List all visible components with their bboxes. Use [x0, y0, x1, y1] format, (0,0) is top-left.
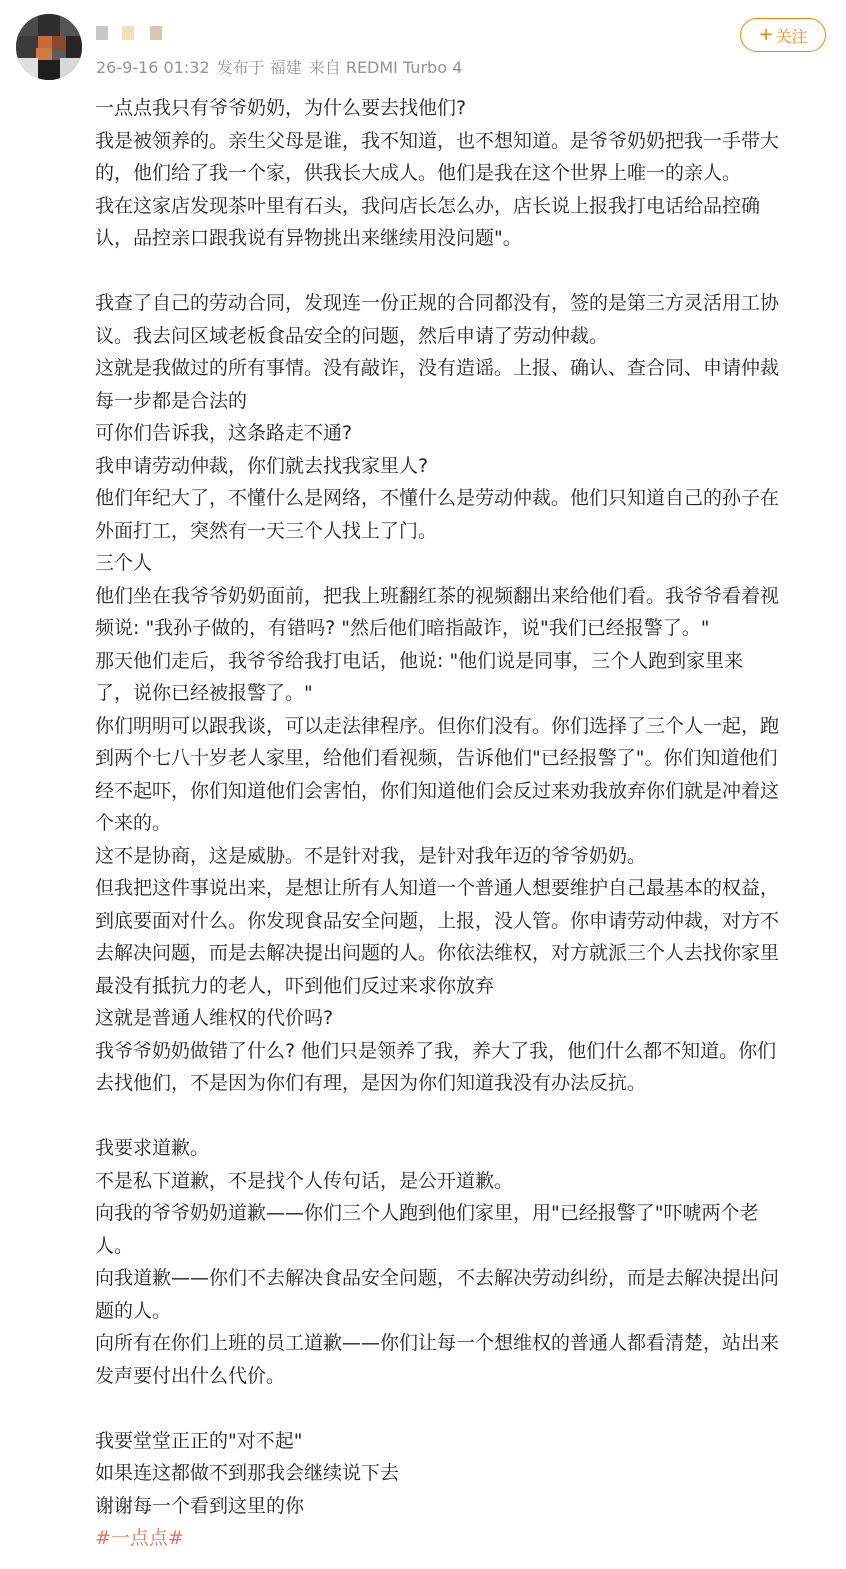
post-line: 我是被领养的。亲生父母是谁，我不知道，也不想知道。是爷爷奶奶把我一手带大: [95, 129, 780, 152]
post-line: 但我把这件事说出来，是想让所有人知道一个普通人想要维护自己最基本的权益，: [95, 877, 780, 899]
post-line: 这就是普通人维权的代价吗?: [95, 1007, 334, 1029]
post-line: 频说: "我孙子做的，有错吗? "然后他们暗指敲诈，说"我们已经报警了。": [95, 617, 710, 639]
post-line: 去解决问题，而是去解决提出问题的人。你依法维权，对方就派三个人去找你家里: [95, 942, 780, 964]
post-line: 发声要付出什么代价。: [95, 1364, 286, 1387]
post-line: 我申请劳动仲裁，你们就去找我家里人?: [95, 454, 429, 477]
post-line: 他们坐在我爷爷奶奶面前，把我上班翻红茶的视频翻出来给他们看。我爷爷看着视: [95, 584, 780, 607]
post-line: 我查了自己的劳动合同，发现连一份正规的合同都没有，签的是第三方灵活用工协: [95, 292, 780, 314]
paragraph-gap: [95, 255, 831, 288]
follow-label: 关注: [775, 26, 808, 46]
follow-button[interactable]: [740, 18, 826, 52]
post-line: 可你们告诉我，这条路走不通?: [95, 422, 353, 444]
post-line: 那天他们走后，我爷爷给我打电话，他说: "他们说是同事，三个人跑到家里来: [95, 649, 744, 672]
post-line: 我在这家店发现茶叶里有石头，我问店长怎么办，店长说上报我打电话给品控确: [95, 194, 761, 217]
post-line: 他们年纪大了，不懂什么是网络，不懂什么是劳动仲裁。他们只知道自己的孙子在: [95, 487, 780, 509]
post-line: 我爷爷奶奶做错了什么? 他们只是领养了我，养大了我，他们什么都不知道。你们: [95, 1039, 777, 1062]
post-line: 到两个七八十岁老人家里，给他们看视频，告诉他们"已经报警了"。你们知道他们: [95, 747, 778, 769]
post-line: 你们明明可以跟我谈，可以走法律程序。但你们没有。你们选择了三个人一起，跑: [95, 714, 780, 737]
post-line: 这就是我做过的所有事情。没有敲诈，没有造谣。上报、确认、查合同、申请仲裁: [95, 357, 780, 379]
post-line: 议。我去问区域老板食品安全的问题，然后申请了劳动仲裁。: [95, 324, 609, 347]
post-line: 一点点我只有爷爷奶奶，为什么要去找他们?: [95, 97, 467, 119]
post-time[interactable]: 26-9-16 01:32: [96, 58, 210, 77]
post-line: 三个人: [95, 552, 153, 574]
post-line: 我要求道歉。: [95, 1137, 210, 1159]
topic-line: [95, 1522, 831, 1555]
post-line: 去找他们，不是因为你们有理，是因为你们知道我没有办法反抗。: [95, 1072, 647, 1094]
username-redacted[interactable]: [96, 26, 176, 44]
post-location: 发布于 福建: [216, 58, 302, 77]
post-line: 个来的。: [95, 812, 172, 834]
paragraph-gap: [95, 1100, 831, 1133]
post-line: 每一步都是合法的: [95, 389, 248, 412]
post-line: 外面打工，突然有一天三个人找上了门。: [95, 519, 438, 542]
post-line: 的，他们给了我一个家，供我长大成人。他们是我在这个世界上唯一的亲人。: [95, 162, 742, 184]
post-header: [0, 0, 846, 90]
post-line: 经不起吓，你们知道他们会害怕，你们知道他们会反过来劝我放弃你们就是冲着这: [95, 779, 780, 802]
post-line: 不是私下道歉，不是找个人传句话，是公开道歉。: [95, 1169, 514, 1192]
post-line: 向我道歉——你们不去解决食品安全问题，不去解决劳动纠纷，而是去解决提出问: [95, 1267, 780, 1289]
post-line: 认，品控亲口跟我说有异物挑出来继续用没问题"。: [95, 227, 522, 249]
post-line: 到底要面对什么。你发现食品安全问题，上报，没人管。你申请劳动仲裁，对方不: [95, 909, 780, 932]
plus-icon: +: [758, 24, 774, 45]
post-line: 谢谢每一个看到这里的你: [95, 1494, 305, 1517]
post-line: 向所有在你们上班的员工道歉——你们让每一个想维权的普通人都看清楚，站出来: [95, 1332, 780, 1354]
post-line: 了，说你已经被报警了。": [95, 682, 313, 704]
post-line: 我要堂堂正正的"对不起": [95, 1429, 303, 1452]
post-line: 题的人。: [95, 1299, 172, 1322]
avatar[interactable]: [16, 14, 82, 80]
post-line: 向我的爷爷奶奶道歉——你们三个人跑到他们家里，用"已经报警了"吓唬两个老: [95, 1202, 759, 1224]
post-line: 人。: [95, 1234, 134, 1257]
post-meta: [96, 57, 469, 79]
topic-link[interactable]: #一点点#: [95, 1527, 184, 1549]
post-line: 最没有抵抗力的老人，吓到他们反过来求你放弃: [95, 974, 495, 997]
paragraph-gap: [95, 1392, 831, 1425]
post-line: 这不是协商，这是威胁。不是针对我，是针对我年迈的爷爷奶奶。: [95, 844, 647, 867]
post-content: [95, 92, 831, 1555]
post-line: 如果连这都做不到那我会继续说下去: [95, 1462, 400, 1484]
post-device: 来自 REDMI Turbo 4: [308, 58, 463, 77]
